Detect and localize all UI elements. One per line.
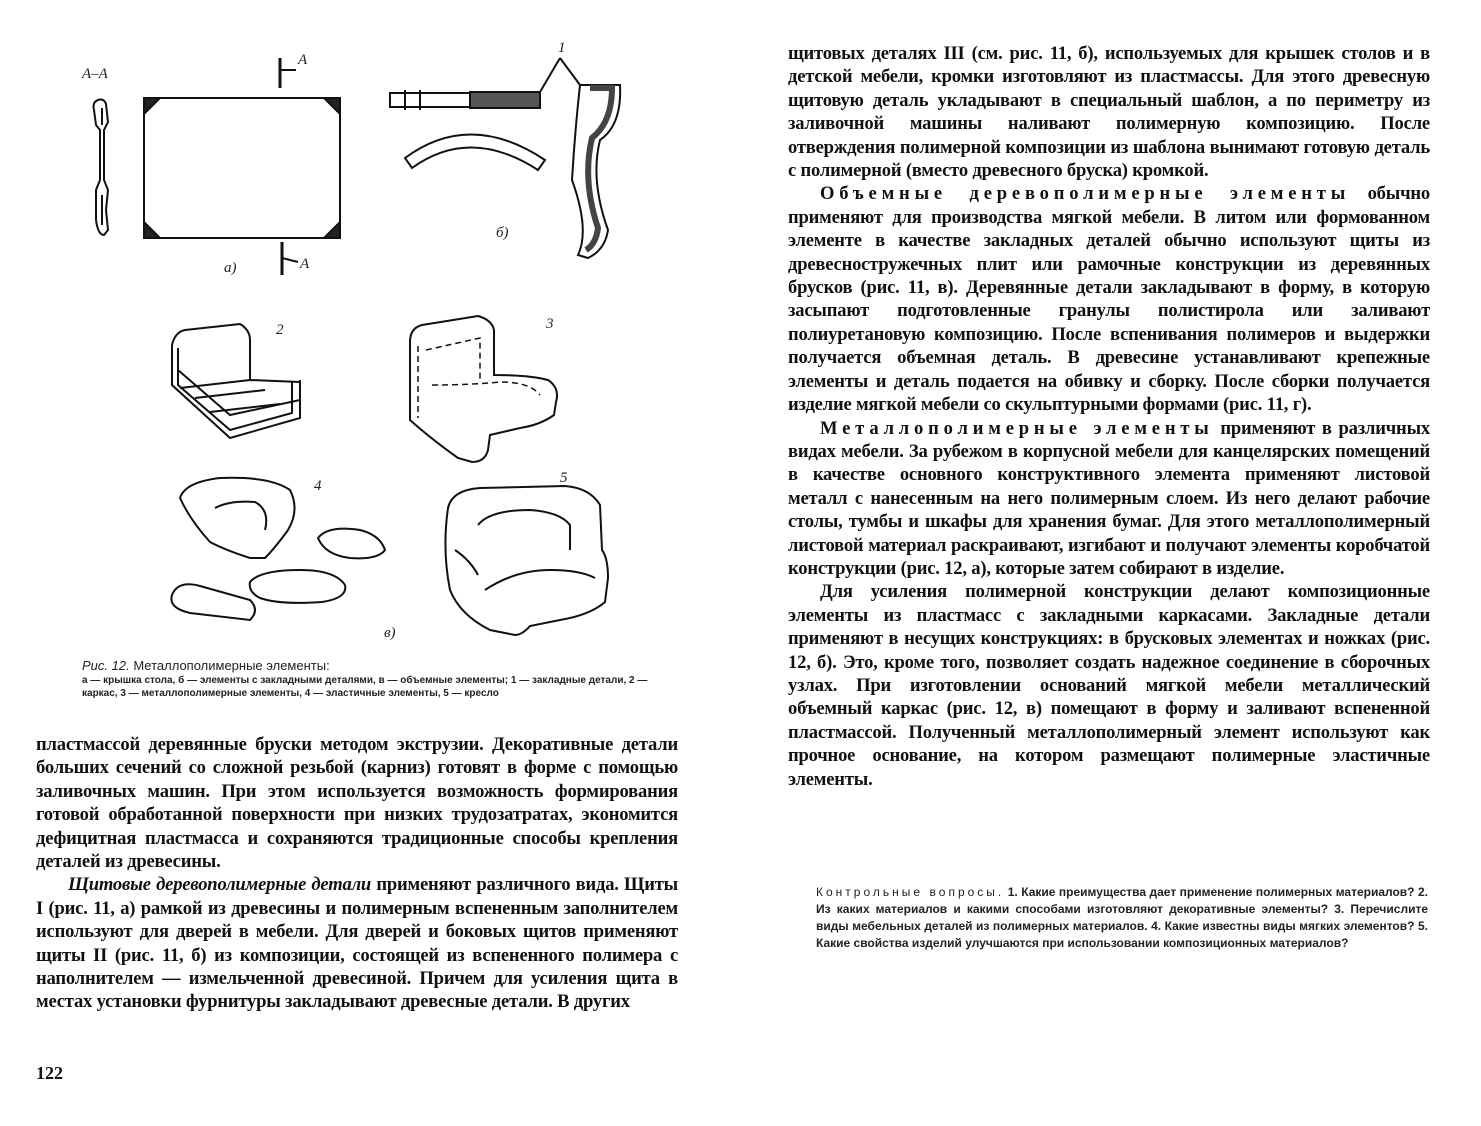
- label-n1: 1: [558, 40, 566, 56]
- left-paragraph-2-text: применяют различного вида. Щиты I (рис. 11, а) рамкой из древесины и полимерным вспененным заполнителем используют для дверей в мебели. Для дверей и боковых щитов применяют щиты II (рис. 11, б) из композиции, состоящей из вспененного полимера с наполнителем — измельченной древесиной. Причем для усиления щита в местах установки фурнитуры закладывают древесные детали. В других: [36, 874, 678, 1013]
- label-sub-b: б): [496, 225, 509, 241]
- left-paragraph-1: пластмассой деревянные бруски методом экструзии. Декоративные детали больших сечений со сложной резьбой (карниз) готовят в форме с помощью заливочных машин. При этом используется возможность формирования готовой обработанной поверхности при низких трудозатратах, экономится дефицитная пластмасса и сохраняются традиционные способы крепления деталей из древесины.: [36, 734, 678, 873]
- right-paragraph-2-text: обычно применяют для производства мягкой мебели. В литом или формованном элементе в качестве закладных деталей обычно используют щиты из древесностружечных плит или рамочные конструкции из деревянных брусков (рис. 11, в). Деревянные детали закладывают в форму, в которую засыпают подготовленные гранулы полистирола или заливают полиуретановую композицию. После вспенивания полимеров и выдержки получается объемная деталь. В древесине устанавливают крепежные элементы и деталь подается на обивку и сборку. После сборки получается изделие мягкой мебели со скульптурными формами (рис. 11, г).: [788, 183, 1430, 416]
- armchair-drawing: [445, 486, 608, 635]
- right-page: [740, 0, 1481, 1126]
- label-n4: 4: [314, 478, 322, 494]
- section-profile-drawing: [94, 100, 109, 236]
- caption-body: а — крышка стола, б — элементы с закладными деталями, в — объемные элементы; 1 — закладные детали, 2 — каркас, 3 — металлополимерные элементы, 4 — эластичные элементы, 5 — кресло: [82, 675, 648, 699]
- questions-heading: Контрольные вопросы.: [816, 885, 1005, 899]
- cabriole-leg-drawing: [572, 85, 620, 258]
- caption-prefix: Рис. 12.: [82, 658, 130, 673]
- right-paragraph-3: [788, 417, 1430, 581]
- figure-12: [60, 30, 680, 660]
- right-paragraph-3-text: применяют в различных видах мебели. За рубежом в корпусной мебели для канцелярских помещений в качестве основного конструктивного элемента применяют листовой металл с нанесенным на него полимерным слоем. Из него делают рабочие столы, тумбы и шкафы для хранения бумаг. Для этого металлополимерный листовой материал раскраивают, изгибают и получают элементы коробчатой конструкции (рис. 12, а), которые затем собирают в изделие.: [788, 417, 1430, 579]
- caption-title-text: Металлополимерные элементы:: [129, 658, 330, 673]
- term-metal-polymer: Металлополимерные элементы: [820, 417, 1214, 439]
- review-questions: [816, 884, 1428, 952]
- figure-drawing: [60, 30, 680, 660]
- right-paragraph-2: [788, 182, 1430, 416]
- label-n2: 2: [276, 322, 284, 338]
- label-arrow-a-top: А: [298, 52, 308, 68]
- label-arrow-a-bottom: А: [300, 256, 310, 272]
- page-number: 122: [36, 1063, 63, 1083]
- label-sub-a: а): [224, 260, 237, 276]
- questions-paragraph: [816, 884, 1428, 952]
- label-section-aa: А–А: [82, 66, 108, 82]
- label-n3: 3: [546, 316, 554, 332]
- label-n5: 5: [560, 470, 568, 486]
- elastic-elements-drawing: [171, 478, 385, 620]
- label-sub-v: в): [384, 625, 396, 641]
- right-paragraph-1: щитовых деталях III (см. рис. 11, б), используемых для крышек столов и в детской мебели, кромки изготовляют из пластмассы. Для этого древесную щитовую деталь укладывают в специальный шаблон, а по периметру из заливочной машины наливают полимерную композицию. После отверждения полимерной композиции из шаблона вынимают готовую деталь с полимерной (вместо древесного бруска) кромкой.: [788, 43, 1430, 182]
- right-body-text: [788, 42, 1430, 791]
- rod-insert-drawing: [390, 58, 580, 170]
- figure-caption: [82, 658, 682, 700]
- caption-title: [82, 658, 682, 674]
- left-page: [0, 0, 740, 1126]
- term-volume-elements: Объемные деревополимерные элементы: [820, 183, 1351, 205]
- left-body-text: [36, 733, 678, 1014]
- table-top-drawing: [144, 58, 340, 275]
- right-paragraph-4: Для усиления полимерной конструкции делают композиционные элементы из пластмасс с закладными каркасами. Закладные детали применяют в несущих конструкциях: в брусковых элементах и ножках (рис. 12, б). Это, кроме того, позволяет создать надежное соединение в сборочных узлах. При изготовлении оснований мягкой мебели металлический объемный каркас (рис. 12, в) помещают в форму и заливают вспененной пластмассой. Полученный металлополимерный элемент используют как прочное основание, на котором размещают полимерные эластичные элементы.: [788, 581, 1430, 790]
- questions-text: 1. Какие преимущества дает применение полимерных материалов? 2. Из каких материалов и какими способами изготовляют декоративные элементы? 3. Перечислите виды мебельных деталей из полимерных материалов. 4. Какие известны виды мягких элементов? 5. Какие свойства изделий улучшаются при использовании композиционных материалов?: [816, 885, 1429, 950]
- term-shield-parts: Щитовые деревополимерные детали: [68, 874, 372, 896]
- polymer-element-drawing: [410, 316, 557, 462]
- left-paragraph-2: [36, 873, 678, 1013]
- metal-frame-drawing: [172, 324, 300, 438]
